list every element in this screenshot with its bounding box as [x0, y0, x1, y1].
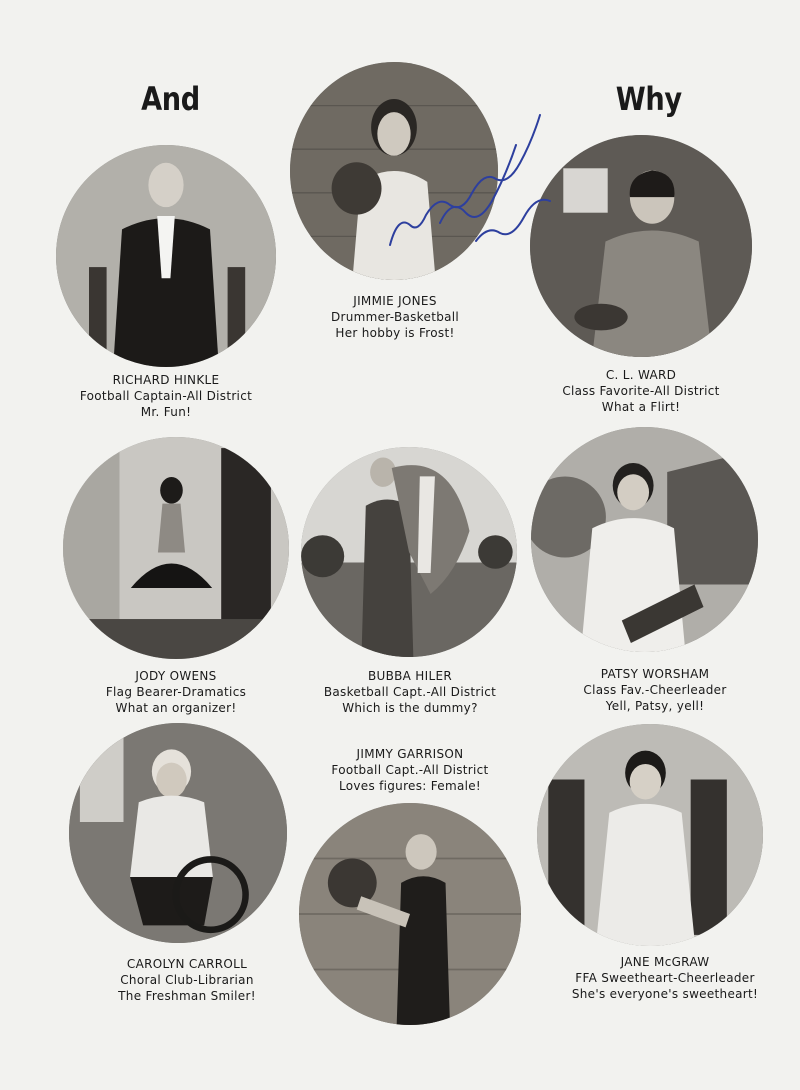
photo-richard-hinkle [56, 145, 276, 367]
person-quip: Yell, Patsy, yell! [605, 699, 705, 713]
heading-and: And [141, 80, 200, 118]
person-name: JODY OWENS [135, 669, 217, 683]
caption-jane-mcgraw [560, 954, 770, 1002]
person-role: FFA Sweetheart-Cheerleader [575, 971, 755, 985]
caption-patsy-worsham [555, 666, 755, 714]
caption-richard-hinkle [66, 372, 266, 420]
person-name: BUBBA HILER [368, 669, 452, 683]
caption-jimmie-jones [300, 293, 490, 341]
person-quip: What a Flirt! [601, 400, 681, 414]
person-quip: Loves figures: Female! [338, 779, 482, 793]
photo-jody-owens [63, 437, 289, 659]
person-quip: The Freshman Smiler! [118, 989, 256, 1003]
person-quip: She's everyone's sweetheart! [571, 987, 759, 1001]
caption-jody-owens [76, 668, 276, 716]
person-role: Basketball Capt.-All District [323, 685, 497, 699]
person-role: Drummer-Basketball [330, 310, 460, 324]
person-role: Flag Bearer-Dramatics [105, 685, 247, 699]
person-quip: Mr. Fun! [140, 405, 192, 419]
person-quip: Her hobby is Frost! [335, 326, 455, 340]
person-role: Football Captain-All District [79, 389, 253, 403]
autograph-signature [380, 105, 570, 255]
person-role: Class Favorite-All District [562, 384, 720, 398]
person-name: PATSY WORSHAM [600, 667, 710, 681]
person-name: C. L. WARD [605, 368, 677, 382]
person-role: Class Fav.-Cheerleader [583, 683, 727, 697]
person-name: JIMMIE JONES [353, 294, 437, 308]
heading-why: Why [615, 80, 682, 118]
person-role: Choral Club-Librarian [120, 973, 254, 987]
person-name: RICHARD HINKLE [112, 373, 220, 387]
person-name: CAROLYN CARROLL [126, 957, 248, 971]
photo-jimmy-garrison [299, 803, 521, 1025]
photo-bubba-hiler [301, 447, 517, 657]
person-name: JIMMY GARRISON [356, 747, 464, 761]
photo-carolyn-carroll [69, 723, 287, 943]
caption-jimmy-garrison [310, 746, 510, 794]
photo-jane-mcgraw [537, 724, 763, 946]
person-role: Football Capt.-All District [331, 763, 489, 777]
person-quip: What an organizer! [115, 701, 237, 715]
caption-carolyn-carroll [87, 956, 287, 1004]
caption-cl-ward [541, 367, 741, 415]
person-quip: Which is the dummy? [342, 701, 478, 715]
person-name: JANE McGRAW [620, 955, 710, 969]
photo-patsy-worsham [531, 427, 758, 652]
caption-bubba-hiler [310, 668, 510, 716]
